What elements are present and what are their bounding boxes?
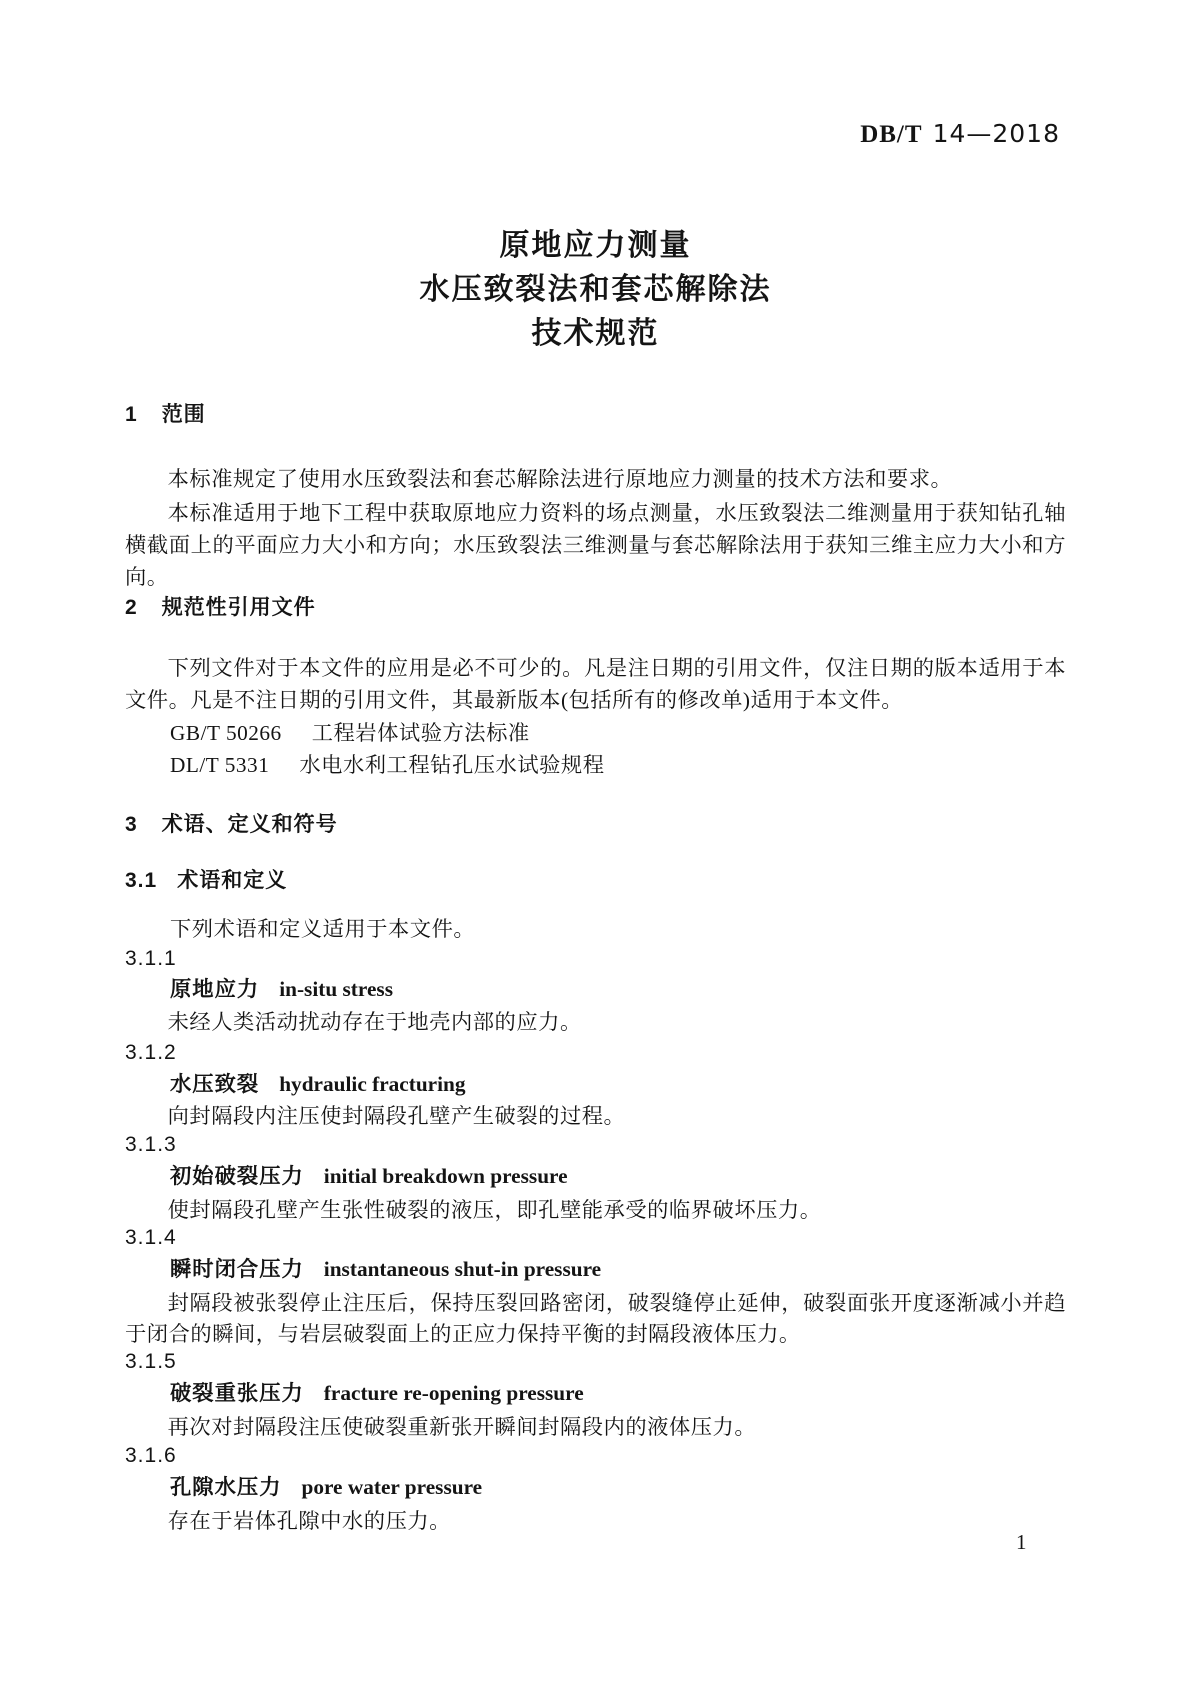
term-title [170,976,393,1002]
doc-number-prefix: DB/T [860,121,923,148]
term-definition: 封隔段被张裂停止注压后，保持压裂回路密闭，破裂缝停止延伸，破裂面张开度逐渐减小并趋于闭合的瞬间，与岩层破裂面上的正应力保持平衡的封隔段液体压力。 [125,1291,1066,1346]
section-2-number: 2 [125,596,138,619]
term-definition: 存在于岩体孔隙中水的压力。 [167,1509,451,1533]
document-title [0,224,1191,356]
section-2-heading [125,596,316,620]
term-title [170,1474,482,1500]
section-2-title: 规范性引用文件 [161,596,316,619]
reference-name: 水电水利工程钻孔压水试验规程 [299,753,605,777]
section-1-heading [125,403,206,427]
normative-reference [170,752,605,778]
term-title [170,1071,466,1097]
term-en: pore water pressure [301,1475,483,1499]
term-en: in-situ stress [279,977,393,1001]
page-number: 1 [1016,1530,1027,1554]
term-number: 3.1.1 [125,947,177,970]
doc-number-code: 14—2018 [932,119,1060,148]
title-line-3: 技术规范 [531,317,660,350]
normative-reference [170,720,530,746]
term-zh: 孔隙水压力 [170,1475,282,1499]
reference-name: 工程岩体试验方法标准 [311,721,530,745]
doc-number [860,120,1060,149]
term-title [170,1256,601,1282]
term-zh: 初始破裂压力 [170,1164,304,1188]
term-number: 3.1.4 [125,1226,177,1249]
section-1-title: 范围 [161,403,206,426]
term-number: 3.1.6 [125,1444,177,1467]
term-zh: 水压致裂 [170,1072,260,1096]
term-title [170,1380,584,1406]
term-number: 3.1.2 [125,1041,177,1064]
reference-code: DL/T 5331 [170,753,270,777]
term-definition: 向封隔段内注压使封隔段孔壁产生破裂的过程。 [167,1104,626,1128]
section-2-para-1: 下列文件对于本文件的应用是必不可少的。凡是注日期的引用文件，仅注日期的版本适用于本文件。凡是不注日期的引用文件，其最新版本(包括所有的修改单)适用于本文件。 [125,656,1066,712]
section-3-heading [125,813,338,837]
term-zh: 瞬时闭合压力 [170,1257,304,1281]
term-zh: 破裂重张压力 [170,1381,304,1405]
section-3-1-heading [125,869,287,893]
title-line-2: 水压致裂法和套芯解除法 [419,273,772,306]
section-1-para-1: 本标准规定了使用水压致裂法和套芯解除法进行原地应力测量的技术方法和要求。 [167,467,953,491]
section-1-para-2: 本标准适用于地下工程中获取原地应力资料的场点测量，水压致裂法二维测量用于获知钻孔轴横截面上的平面应力大小和方向；水压致裂法三维测量与套芯解除法用于获知三维主应力大小和方向。 [125,501,1066,589]
term-zh: 原地应力 [170,977,260,1001]
section-3-1-title: 术语和定义 [177,869,288,892]
section-1-number: 1 [125,403,138,426]
terms-intro: 下列术语和定义适用于本文件。 [170,917,476,941]
term-title [170,1163,568,1189]
term-number: 3.1.3 [125,1133,177,1156]
term-en: fracture re-opening pressure [323,1381,584,1405]
term-number: 3.1.5 [125,1350,177,1373]
section-3-number: 3 [125,813,138,836]
title-line-1: 原地应力测量 [499,229,692,262]
term-definition: 再次对封隔段注压使破裂重新张开瞬间封隔段内的液体压力。 [167,1415,757,1439]
term-en: hydraulic fracturing [279,1072,466,1096]
section-3-title: 术语、定义和符号 [161,813,338,836]
section-3-1-number: 3.1 [125,869,158,892]
reference-code: GB/T 50266 [170,721,282,745]
term-definition: 未经人类活动扰动存在于地壳内部的应力。 [167,1010,582,1034]
term-en: initial breakdown pressure [323,1164,568,1188]
term-en: instantaneous shut-in pressure [323,1257,602,1281]
term-definition: 使封隔段孔壁产生张性破裂的液压，即孔壁能承受的临界破坏压力。 [167,1198,822,1222]
